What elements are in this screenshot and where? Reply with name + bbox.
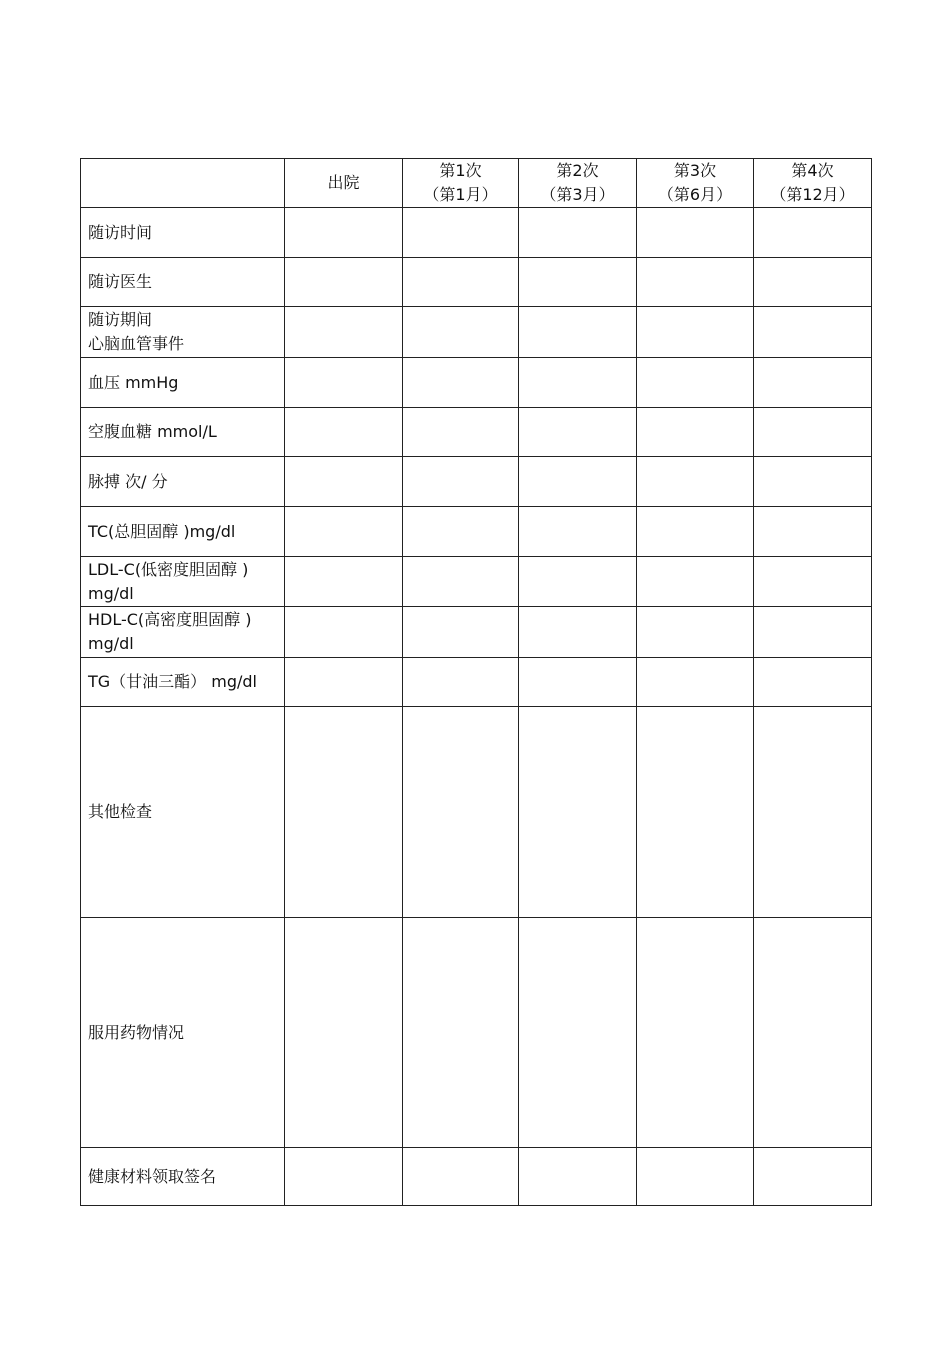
cell-triglycerides-visit-3[interactable] bbox=[637, 658, 754, 707]
cell-fasting-glucose-visit-4[interactable] bbox=[754, 408, 872, 457]
row-other-tests bbox=[81, 707, 872, 918]
cell-followup-doctor-visit-1[interactable] bbox=[403, 258, 519, 307]
cell-blood-pressure-discharge[interactable] bbox=[285, 358, 403, 408]
cell-material-signature-visit-3[interactable] bbox=[637, 1148, 754, 1206]
cell-other-tests-visit-2[interactable] bbox=[519, 707, 637, 918]
cell-total-cholesterol-visit-3[interactable] bbox=[637, 507, 754, 557]
cell-cardio-events-discharge[interactable] bbox=[285, 307, 403, 358]
row-cardio-events bbox=[81, 307, 872, 358]
cell-followup-time-visit-4[interactable] bbox=[754, 208, 872, 258]
row-label-ldl-cholesterol: LDL-C(低密度胆固醇 ) mg/dl bbox=[81, 557, 285, 607]
cell-fasting-glucose-visit-3[interactable] bbox=[637, 408, 754, 457]
cell-pulse-discharge[interactable] bbox=[285, 457, 403, 507]
cell-blood-pressure-visit-3[interactable] bbox=[637, 358, 754, 408]
row-followup-doctor bbox=[81, 258, 872, 307]
header-visit-2-period: （第3月） bbox=[540, 185, 615, 204]
followup-table bbox=[80, 158, 872, 1206]
row-label-cardio-events: 随访期间 心脑血管事件 bbox=[81, 307, 285, 358]
cell-blood-pressure-visit-1[interactable] bbox=[403, 358, 519, 408]
header-visit-1 bbox=[403, 159, 519, 208]
header-row bbox=[81, 159, 872, 208]
cell-ldl-cholesterol-visit-2[interactable] bbox=[519, 557, 637, 607]
row-total-cholesterol bbox=[81, 507, 872, 557]
cell-total-cholesterol-visit-2[interactable] bbox=[519, 507, 637, 557]
cell-hdl-cholesterol-discharge[interactable] bbox=[285, 607, 403, 658]
cell-pulse-visit-3[interactable] bbox=[637, 457, 754, 507]
cell-material-signature-discharge[interactable] bbox=[285, 1148, 403, 1206]
row-label-material-signature: 健康材料领取签名 bbox=[81, 1148, 285, 1206]
row-fasting-glucose bbox=[81, 408, 872, 457]
row-followup-time bbox=[81, 208, 872, 258]
header-visit-3 bbox=[637, 159, 754, 208]
cell-medication-discharge[interactable] bbox=[285, 918, 403, 1148]
cell-fasting-glucose-discharge[interactable] bbox=[285, 408, 403, 457]
header-discharge bbox=[285, 159, 403, 208]
cell-followup-time-visit-3[interactable] bbox=[637, 208, 754, 258]
row-medication bbox=[81, 918, 872, 1148]
cell-cardio-events-visit-2[interactable] bbox=[519, 307, 637, 358]
header-visit-4 bbox=[754, 159, 872, 208]
cell-material-signature-visit-1[interactable] bbox=[403, 1148, 519, 1206]
cell-material-signature-visit-2[interactable] bbox=[519, 1148, 637, 1206]
cell-total-cholesterol-visit-1[interactable] bbox=[403, 507, 519, 557]
cell-fasting-glucose-visit-1[interactable] bbox=[403, 408, 519, 457]
header-discharge-label: 出院 bbox=[327, 173, 360, 192]
cell-other-tests-discharge[interactable] bbox=[285, 707, 403, 918]
cell-medication-visit-4[interactable] bbox=[754, 918, 872, 1148]
cell-blood-pressure-visit-2[interactable] bbox=[519, 358, 637, 408]
cell-ldl-cholesterol-visit-3[interactable] bbox=[637, 557, 754, 607]
cell-pulse-visit-4[interactable] bbox=[754, 457, 872, 507]
cell-followup-time-visit-1[interactable] bbox=[403, 208, 519, 258]
header-visit-2 bbox=[519, 159, 637, 208]
row-pulse bbox=[81, 457, 872, 507]
cell-followup-time-visit-2[interactable] bbox=[519, 208, 637, 258]
cell-ldl-cholesterol-visit-1[interactable] bbox=[403, 557, 519, 607]
header-visit-4-period: （第12月） bbox=[770, 185, 855, 204]
cell-followup-doctor-visit-2[interactable] bbox=[519, 258, 637, 307]
cell-hdl-cholesterol-visit-4[interactable] bbox=[754, 607, 872, 658]
header-visit-4-title: 第4次 bbox=[791, 161, 834, 180]
cell-material-signature-visit-4[interactable] bbox=[754, 1148, 872, 1206]
row-label-other-tests: 其他检查 bbox=[81, 707, 285, 918]
row-ldl-cholesterol bbox=[81, 557, 872, 607]
cell-total-cholesterol-visit-4[interactable] bbox=[754, 507, 872, 557]
cell-followup-doctor-visit-3[interactable] bbox=[637, 258, 754, 307]
header-visit-2-title: 第2次 bbox=[556, 161, 599, 180]
cell-hdl-cholesterol-visit-1[interactable] bbox=[403, 607, 519, 658]
cell-medication-visit-1[interactable] bbox=[403, 918, 519, 1148]
row-label-followup-time: 随访时间 bbox=[81, 208, 285, 258]
cell-total-cholesterol-discharge[interactable] bbox=[285, 507, 403, 557]
row-material-signature bbox=[81, 1148, 872, 1206]
cell-other-tests-visit-3[interactable] bbox=[637, 707, 754, 918]
cell-ldl-cholesterol-visit-4[interactable] bbox=[754, 557, 872, 607]
cell-cardio-events-visit-4[interactable] bbox=[754, 307, 872, 358]
row-triglycerides bbox=[81, 658, 872, 707]
row-label-pulse: 脉搏 次/ 分 bbox=[81, 457, 285, 507]
header-visit-3-period: （第6月） bbox=[657, 185, 733, 204]
cell-followup-doctor-discharge[interactable] bbox=[285, 258, 403, 307]
row-label-total-cholesterol: TC(总胆固醇 )mg/dl bbox=[81, 507, 285, 557]
cell-followup-doctor-visit-4[interactable] bbox=[754, 258, 872, 307]
row-blood-pressure bbox=[81, 358, 872, 408]
row-label-blood-pressure: 血压 mmHg bbox=[81, 358, 285, 408]
header-visit-3-title: 第3次 bbox=[673, 161, 717, 180]
header-corner-cell bbox=[81, 159, 285, 208]
cell-triglycerides-visit-1[interactable] bbox=[403, 658, 519, 707]
cell-hdl-cholesterol-visit-2[interactable] bbox=[519, 607, 637, 658]
row-hdl-cholesterol bbox=[81, 607, 872, 658]
cell-cardio-events-visit-3[interactable] bbox=[637, 307, 754, 358]
cell-blood-pressure-visit-4[interactable] bbox=[754, 358, 872, 408]
row-label-triglycerides: TG（甘油三酯） mg/dl bbox=[81, 658, 285, 707]
cell-hdl-cholesterol-visit-3[interactable] bbox=[637, 607, 754, 658]
header-visit-1-title: 第1次 bbox=[439, 161, 482, 180]
cell-medication-visit-3[interactable] bbox=[637, 918, 754, 1148]
cell-medication-visit-2[interactable] bbox=[519, 918, 637, 1148]
cell-ldl-cholesterol-discharge[interactable] bbox=[285, 557, 403, 607]
header-visit-1-period: （第1月） bbox=[423, 185, 498, 204]
cell-other-tests-visit-4[interactable] bbox=[754, 707, 872, 918]
cell-other-tests-visit-1[interactable] bbox=[403, 707, 519, 918]
row-label-fasting-glucose: 空腹血糖 mmol/L bbox=[81, 408, 285, 457]
cell-pulse-visit-2[interactable] bbox=[519, 457, 637, 507]
row-label-hdl-cholesterol: HDL-C(高密度胆固醇 ) mg/dl bbox=[81, 607, 285, 658]
cell-followup-time-discharge[interactable] bbox=[285, 208, 403, 258]
cell-triglycerides-visit-4[interactable] bbox=[754, 658, 872, 707]
row-label-medication: 服用药物情况 bbox=[81, 918, 285, 1148]
row-label-followup-doctor: 随访医生 bbox=[81, 258, 285, 307]
cell-fasting-glucose-visit-2[interactable] bbox=[519, 408, 637, 457]
cell-triglycerides-visit-2[interactable] bbox=[519, 658, 637, 707]
cell-triglycerides-discharge[interactable] bbox=[285, 658, 403, 707]
cell-pulse-visit-1[interactable] bbox=[403, 457, 519, 507]
cell-cardio-events-visit-1[interactable] bbox=[403, 307, 519, 358]
